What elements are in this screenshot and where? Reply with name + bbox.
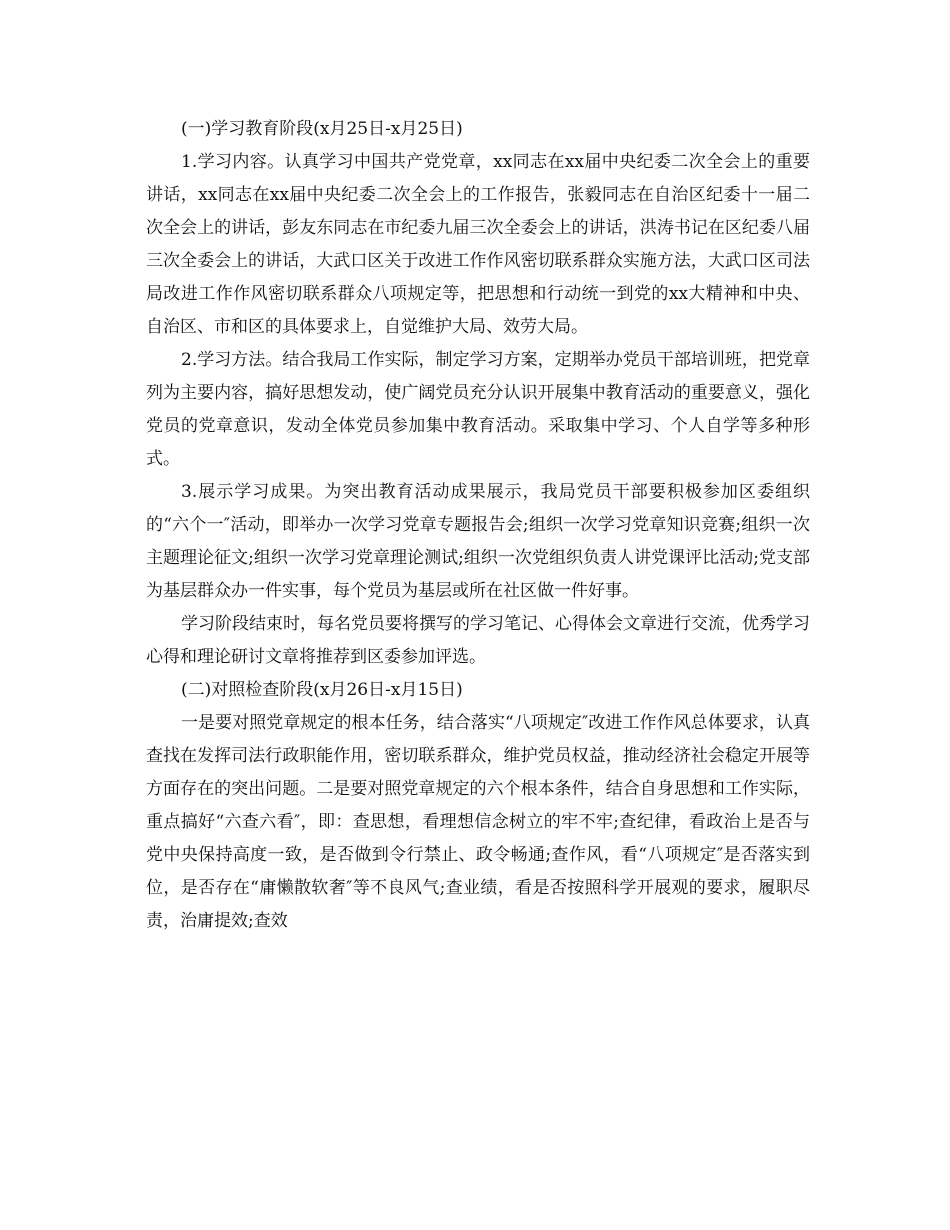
- paragraph-study-phase-end: 学习阶段结束时，每名党员要将撰写的学习笔记、心得体会文章进行交流，优秀学习心得和理论研讨文章将推荐到区委参加评选。: [146, 614, 810, 667]
- paragraph-study-method: 2.学习方法。结合我局工作实际，制定学习方案，定期举办党员干部培训班，把党章列为主要内容，搞好思想发动，使广阔党员充分认识开展集中教育活动的重要意义，强化党员的党章意识，发动全体党员参加集中教育活动。采取集中学习、个人自学等多种形式。: [146, 350, 810, 469]
- section-heading-review-phase: (二)对照检查阶段(x月26日-x月15日): [181, 680, 463, 700]
- section-heading-study-phase: (一)学习教育阶段(x月25日-x月25日): [181, 119, 463, 139]
- paragraph-study-results: 3.展示学习成果。为突出教育活动成果展示，我局党员干部要积极参加区委组织的“六个一″活动，即举办一次学习党章专题报告会;组织一次学习党章知识竞赛;组织一次主题理论征文;组织一次学习党章理论测试;组织一次党组织负责人讲党课评比活动;党支部为基层群众办一件实事，每个党员为基层或所在社区做一件好事。: [146, 482, 810, 601]
- paragraph-study-content: 1.学习内容。认真学习中国共产党党章，xx同志在xx届中央纪委二次全会上的重要讲话，xx同志在xx届中央纪委二次全会上的工作报告，张毅同志在自治区纪委十一届二次全会上的讲话，彭友东同志在市纪委九届三次全委会上的讲话，洪涛书记在区纪委八届三次全委会上的讲话，大武口区关于改进工作作风密切联系群众实施方法，大武口区司法局改进工作作风密切联系群众八项规定等，把思想和行动统一到党的xx大精神和中央、自治区、市和区的具体要求上，自觉维护大局、效劳大局。: [146, 152, 810, 337]
- document-body: [146, 113, 810, 938]
- paragraph-review-content: 一是要对照党章规定的根本任务，结合落实“八项规定″改进工作作风总体要求，认真查找在发挥司法行政职能作用，密切联系群众，维护党员权益，推动经济社会稳定开展等方面存在的突出问题。二是要对照党章规定的六个根本条件，结合自身思想和工作实际，重点搞好“六查六看″，即：查思想，看理想信念树立的牢不牢;查纪律，看政治上是否与党中央保持高度一致，是否做到令行禁止、政令畅通;查作风，看“八项规定″是否落实到位，是否存在“庸懒散软奢″等不良风气;查业绩，看是否按照科学开展观的要求，履职尽责，治庸提效;查效: [146, 713, 810, 931]
